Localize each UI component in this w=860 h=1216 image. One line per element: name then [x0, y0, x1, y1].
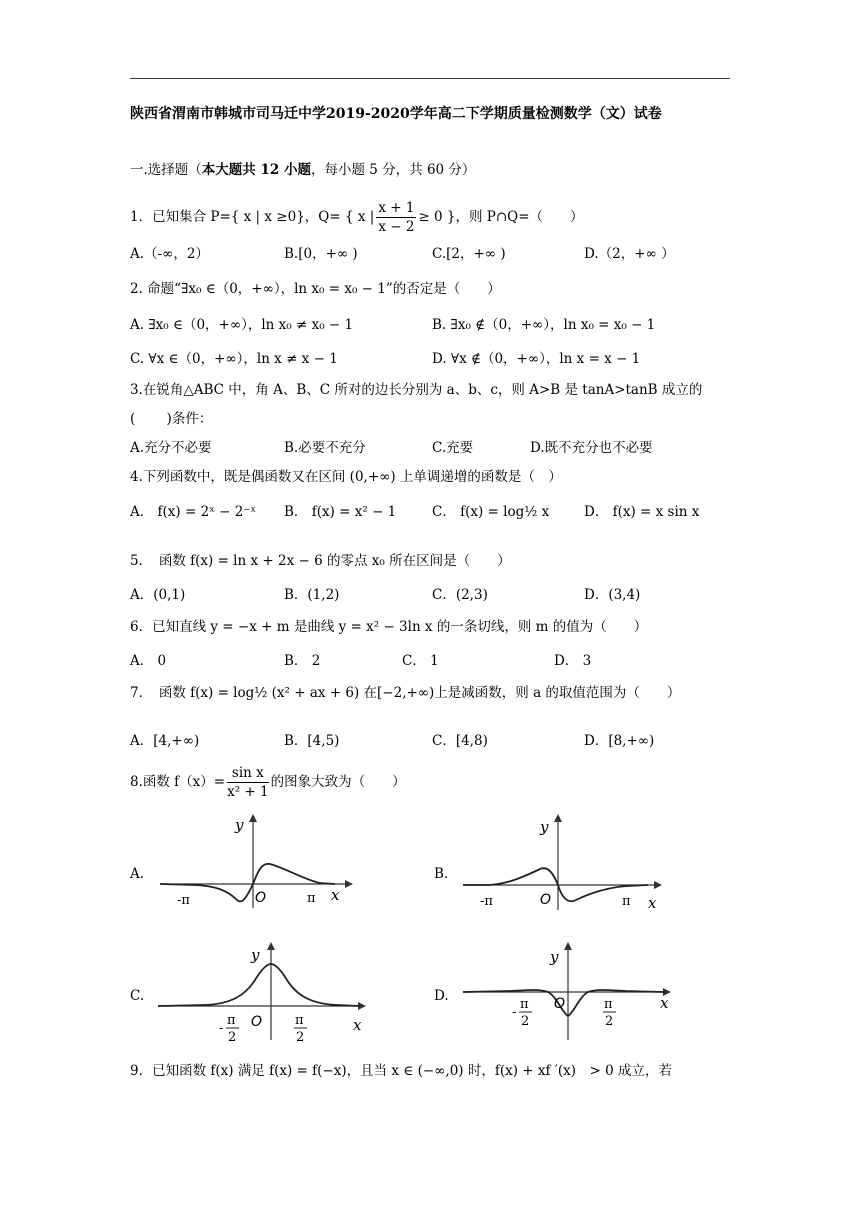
tick-neg-two: 2	[521, 1014, 530, 1029]
tick-neg-sign: -	[512, 1005, 517, 1020]
x-label: x	[353, 1016, 362, 1034]
y-label: y	[540, 818, 549, 836]
q3-option-d: D.既不充分也不必要	[530, 440, 653, 456]
tick-pos-pi: π	[604, 997, 613, 1012]
x-label: x	[331, 886, 340, 904]
q3-option-c: C.充要	[432, 440, 474, 456]
tick-pos-pi: π	[295, 1013, 304, 1028]
q8-graph-d	[460, 940, 680, 1050]
y-label: y	[235, 816, 244, 834]
y-arrow-icon	[564, 942, 572, 950]
q8-fraction: $\frac{\text{sin x}}{\text{x² + 1}}$	[227, 765, 269, 800]
tick-neg-pi: π	[520, 997, 529, 1012]
q1-option-d: D.（2，+∞ ）	[584, 246, 675, 262]
tick-neg-pi: π	[227, 1013, 236, 1028]
x-arrow-icon	[345, 880, 353, 888]
q4-option-a: A． f(x) = 2ˣ − 2⁻ˣ	[130, 504, 257, 520]
q3-option-b: B.必要不充分	[284, 440, 366, 456]
question-6: 6．已知直线 y = −x + m 是曲线 y = x² − 3ln x 的一条切线，则 m 的值为（ ）	[130, 619, 648, 635]
question-2: 2. 命题“∃x₀ ∈（0，+∞），ln x₀ = x₀ − 1”的否定是（ ）	[130, 281, 501, 297]
q7-option-b: B．[4,5)	[284, 733, 340, 749]
origin-label: O	[255, 890, 267, 906]
y-arrow-icon	[554, 814, 562, 822]
tick-neg-two: 2	[228, 1030, 237, 1045]
q6-option-c: C． 1	[402, 653, 439, 669]
q1-fraction: $\frac{x + 1}{x - 2}$	[378, 200, 415, 235]
tick-pos-two: 2	[296, 1030, 305, 1045]
y-arrow-icon	[267, 942, 275, 950]
q6-option-b: B． 2	[284, 653, 321, 669]
q5-option-b: B．(1,2)	[284, 587, 340, 603]
q8-graph-b	[458, 812, 668, 912]
question-1: 1．已知集合 P={ x | x ≥0}，Q= { x | $\frac{x + 1}{x - 2}$ ≥ 0 }，则 P∩Q=（ ）	[130, 200, 584, 235]
tick-neg-sign: -	[219, 1021, 224, 1036]
tick-pos-two: 2	[605, 1014, 614, 1029]
q2-option-a: A. ∃x₀ ∈（0，+∞），ln x₀ ≠ x₀ − 1	[130, 317, 354, 333]
tick-neg-pi: -π	[480, 894, 493, 909]
question-3-line2: ( )条件：	[130, 411, 213, 427]
q7-option-c: C．[4,8)	[432, 733, 488, 749]
x-label: x	[660, 994, 669, 1012]
tick-pi: π	[307, 891, 316, 906]
q8-label-b: B.	[434, 866, 449, 882]
q1-option-c: C.[2，+∞ )	[432, 246, 506, 262]
q1-option-a: A.（-∞，2）	[130, 246, 209, 262]
origin-label: O	[540, 892, 552, 908]
q2-option-b: B. ∃x₀ ∉（0，+∞），ln x₀ = x₀ − 1	[432, 317, 656, 333]
q7-option-a: A．[4,+∞)	[130, 733, 200, 749]
q4-option-d: D． f(x) = x sin x	[584, 504, 700, 520]
question-4: 4.下列函数中，既是偶函数又在区间 (0,+∞) 上单调递增的函数是（ ）	[130, 469, 562, 485]
q5-option-a: A．(0,1)	[130, 587, 186, 603]
origin-label: O	[251, 1014, 263, 1030]
q6-option-a: A． 0	[130, 653, 167, 669]
q5-option-c: C．(2,3)	[432, 587, 488, 603]
q2-option-d: D. ∀x ∉（0，+∞），ln x = x − 1	[432, 351, 641, 367]
y-arrow-icon	[249, 814, 257, 822]
question-3: 3.在锐角△ABC 中，角 A、B、C 所对的边长分别为 a、b、c，则 A>B 是 tanA>tanB 成立的	[130, 382, 703, 398]
q1-option-b: B.[0，+∞ )	[284, 246, 358, 262]
question-9: 9．已知函数 f(x) 满足 f(x) = f(−x)，且当 x ∈ (−∞,0) 时，f(x) + xf ′(x) > 0 成立，若	[130, 1063, 672, 1079]
q8-label-a: A.	[130, 866, 145, 882]
q7-option-d: D．[8,+∞)	[584, 733, 655, 749]
question-8: 8.函数 f（x）= $\frac{\text{sin x}}{\text{x² + 1}}$ 的图象大致为（ ）	[130, 765, 406, 800]
origin-label: O	[554, 996, 566, 1012]
question-5: 5． 函数 f(x) = ln x + 2x − 6 的零点 x₀ 所在区间是（ ）	[130, 553, 511, 569]
page-title: 陕西省渭南市韩城市司马迁中学2019-2020学年高二下学期质量检测数学（文）试卷	[130, 106, 662, 122]
q4-option-b: B． f(x) = x² − 1	[284, 504, 397, 520]
q6-option-d: D． 3	[554, 653, 592, 669]
question-7: 7． 函数 f(x) = log½ (x² + ax + 6) 在[−2,+∞)上是减函数，则 a 的取值范围为（ ）	[130, 685, 681, 701]
curve	[158, 964, 360, 1006]
x-arrow-icon	[654, 881, 662, 889]
q3-option-a: A.充分不必要	[130, 440, 212, 456]
q8-graph-a	[155, 812, 355, 912]
tick-neg-pi: -π	[177, 893, 190, 908]
q2-option-c: C. ∀x ∈（0，+∞），ln x ≠ x − 1	[130, 351, 338, 367]
q8-label-d: D.	[434, 988, 449, 1004]
y-label: y	[251, 946, 260, 964]
q8-graph-c	[155, 940, 375, 1050]
y-label: y	[550, 948, 559, 966]
q5-option-d: D．(3,4)	[584, 587, 641, 603]
section-heading: 一.选择题（本大题共 12 小题，每小题 5 分，共 60 分）	[130, 162, 476, 178]
q4-option-c: C． f(x) = log½ x	[432, 504, 550, 520]
tick-pi: π	[622, 894, 631, 909]
q8-label-c: C.	[130, 988, 145, 1004]
header-rule	[130, 78, 730, 79]
x-label: x	[648, 894, 657, 912]
